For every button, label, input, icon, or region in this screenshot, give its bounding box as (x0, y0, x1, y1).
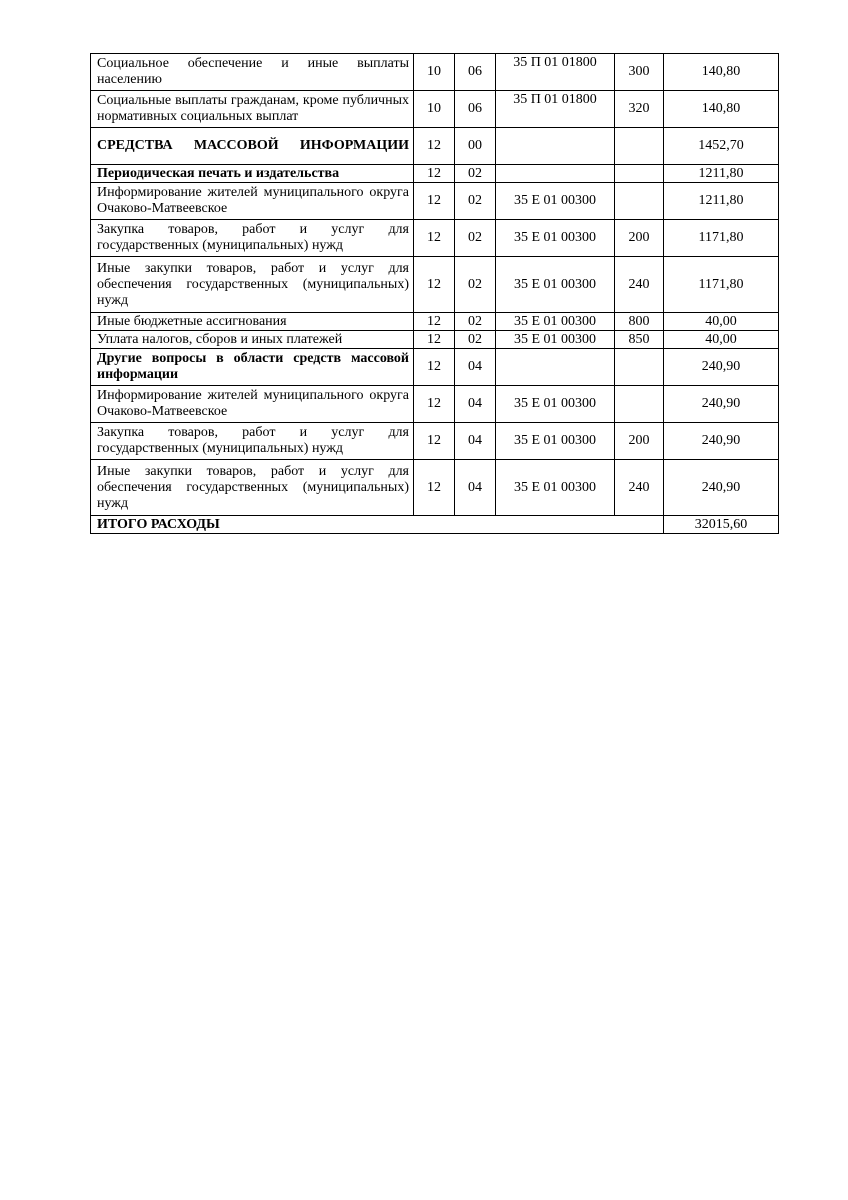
row-expense-type (615, 183, 664, 220)
row-sum: 140,80 (664, 54, 779, 91)
row-sum: 1211,80 (664, 183, 779, 220)
row-target-article (496, 128, 615, 165)
row-expense-type: 800 (615, 313, 664, 331)
row-subsection-code: 02 (455, 183, 496, 220)
row-section-code: 12 (414, 220, 455, 257)
row-expense-type (615, 349, 664, 386)
row-section-code: 12 (414, 165, 455, 183)
row-section-code: 12 (414, 257, 455, 313)
row-section-code: 12 (414, 460, 455, 516)
row-target-article: 35 Е 01 00300 (496, 183, 615, 220)
row-target-article: 35 Е 01 00300 (496, 386, 615, 423)
row-subsection-code: 02 (455, 257, 496, 313)
row-section-code: 10 (414, 91, 455, 128)
row-expense-type (615, 165, 664, 183)
row-name: Информирование жителей муниципального округа Очаково-Матвеевское (91, 183, 414, 220)
row-sum: 240,90 (664, 349, 779, 386)
row-sum: 240,90 (664, 460, 779, 516)
row-sum: 40,00 (664, 313, 779, 331)
row-name-text: СРЕДСТВА МАССОВОЙ ИНФОРМАЦИИ (97, 138, 409, 153)
row-sum: 240,90 (664, 386, 779, 423)
row-section-code: 10 (414, 54, 455, 91)
table-row (91, 349, 779, 386)
row-target-article: 35 Е 01 00300 (496, 423, 615, 460)
table-row (91, 165, 779, 183)
row-name: Уплата налогов, сборов и иных платежей (91, 331, 414, 349)
row-subsection-code: 02 (455, 220, 496, 257)
row-expense-type: 300 (615, 54, 664, 91)
row-subsection-code: 02 (455, 313, 496, 331)
row-section-code: 12 (414, 313, 455, 331)
table-row (91, 331, 779, 349)
table-row (91, 183, 779, 220)
row-section-code: 12 (414, 423, 455, 460)
row-expense-type: 320 (615, 91, 664, 128)
row-name: Закупка товаров, работ и услуг для государственных (муниципальных) нужд (91, 220, 414, 257)
row-sum: 40,00 (664, 331, 779, 349)
row-target-article: 35 Е 01 00300 (496, 460, 615, 516)
row-sum: 1452,70 (664, 128, 779, 165)
row-sum: 240,90 (664, 423, 779, 460)
row-section-code: 12 (414, 183, 455, 220)
row-sum: 140,80 (664, 91, 779, 128)
row-expense-type (615, 386, 664, 423)
row-subsection-code: 04 (455, 386, 496, 423)
row-expense-type: 200 (615, 423, 664, 460)
row-target-article (496, 349, 615, 386)
table-row (91, 54, 779, 91)
row-target-article: 35 Е 01 00300 (496, 220, 615, 257)
table-total-row (91, 516, 779, 534)
total-sum: 32015,60 (664, 516, 779, 534)
row-subsection-code: 04 (455, 423, 496, 460)
row-section-code: 12 (414, 386, 455, 423)
table-row (91, 313, 779, 331)
table-row (91, 91, 779, 128)
row-target-article (496, 165, 615, 183)
row-section-code: 12 (414, 331, 455, 349)
row-subsection-code: 06 (455, 91, 496, 128)
row-name: Другие вопросы в области средств массовой информации (91, 349, 414, 386)
row-subsection-code: 04 (455, 349, 496, 386)
row-name: Периодическая печать и издательства (91, 165, 414, 183)
row-expense-type: 240 (615, 460, 664, 516)
row-sum: 1171,80 (664, 220, 779, 257)
row-target-article: 35 Е 01 00300 (496, 313, 615, 331)
row-name: Иные закупки товаров, работ и услуг для обеспечения государственных (муниципальных) нужд (91, 460, 414, 516)
row-sum: 1211,80 (664, 165, 779, 183)
budget-expenditure-table (90, 53, 779, 534)
table-row (91, 423, 779, 460)
row-expense-type (615, 128, 664, 165)
row-name: Информирование жителей муниципального округа Очаково-Матвеевское (91, 386, 414, 423)
table-row (91, 128, 779, 165)
row-name: Закупка товаров, работ и услуг для государственных (муниципальных) нужд (91, 423, 414, 460)
row-target-article: 35 Е 01 00300 (496, 331, 615, 349)
row-target-article: 35 П 01 01800 (496, 54, 615, 91)
row-subsection-code: 06 (455, 54, 496, 91)
row-target-article: 35 П 01 01800 (496, 91, 615, 128)
table-row (91, 257, 779, 313)
row-name (91, 128, 414, 165)
table-row (91, 460, 779, 516)
row-expense-type: 850 (615, 331, 664, 349)
row-name: Социальные выплаты гражданам, кроме публичных нормативных социальных выплат (91, 91, 414, 128)
row-section-code: 12 (414, 128, 455, 165)
row-subsection-code: 02 (455, 165, 496, 183)
row-expense-type: 240 (615, 257, 664, 313)
row-subsection-code: 02 (455, 331, 496, 349)
row-name: Социальное обеспечение и иные выплаты населению (91, 54, 414, 91)
row-section-code: 12 (414, 349, 455, 386)
row-sum: 1171,80 (664, 257, 779, 313)
row-expense-type: 200 (615, 220, 664, 257)
row-subsection-code: 00 (455, 128, 496, 165)
table-row (91, 386, 779, 423)
row-name: Иные бюджетные ассигнования (91, 313, 414, 331)
row-subsection-code: 04 (455, 460, 496, 516)
row-target-article: 35 Е 01 00300 (496, 257, 615, 313)
row-name: Иные закупки товаров, работ и услуг для обеспечения государственных (муниципальных) нужд (91, 257, 414, 313)
total-label: ИТОГО РАСХОДЫ (91, 516, 664, 534)
table-row (91, 220, 779, 257)
